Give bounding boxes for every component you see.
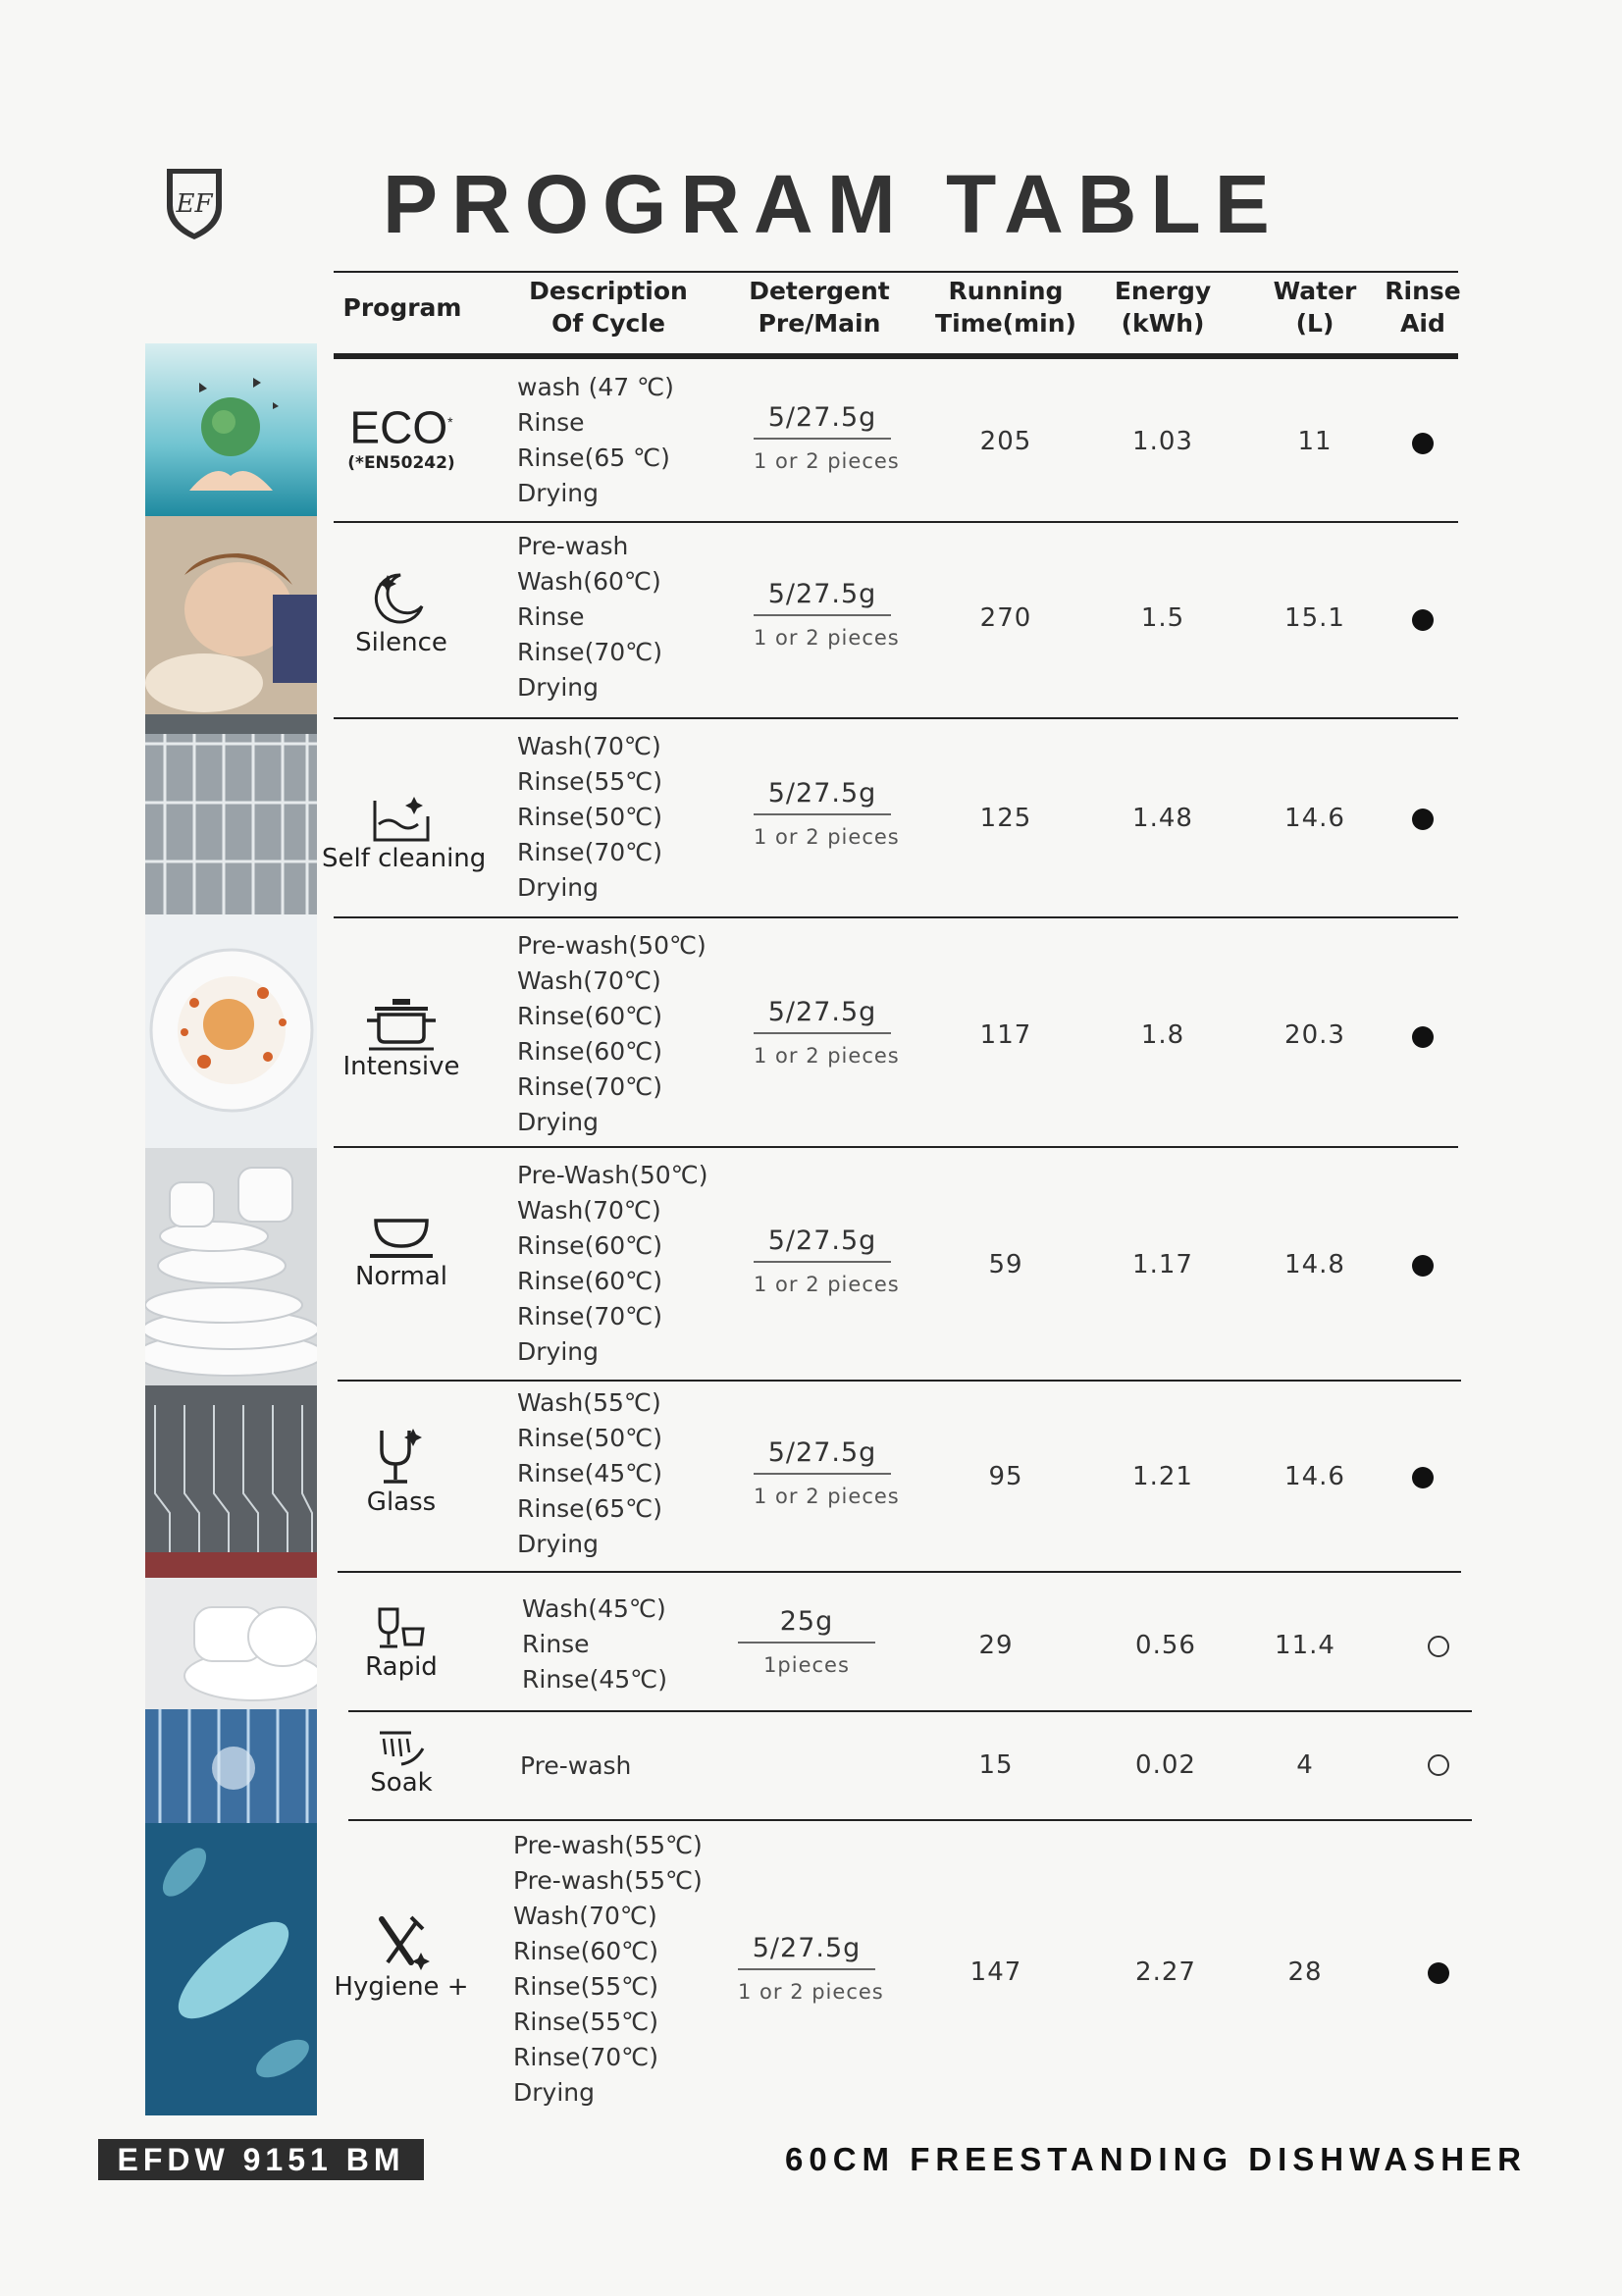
detergent-silence: 5/27.5g 1 or 2 pieces (754, 579, 900, 650)
row-separator (334, 916, 1458, 918)
time-soak: 15 (978, 1750, 1014, 1780)
detergent-normal: 5/27.5g 1 or 2 pieces (754, 1226, 900, 1296)
water-self-cleaning: 14.6 (1284, 804, 1345, 833)
rapid-photo (145, 1578, 317, 1709)
time-glass: 95 (988, 1462, 1023, 1491)
time-intensive: 117 (979, 1020, 1032, 1050)
energy-eco: 1.03 (1132, 427, 1193, 456)
row-separator (338, 1380, 1461, 1382)
eco-text-icon: ECO* (349, 401, 453, 453)
bowl-icon (366, 1213, 437, 1262)
program-normal (322, 1213, 481, 1291)
detergent-intensive: 5/27.5g 1 or 2 pieces (754, 997, 900, 1068)
program-hygiene (322, 1913, 481, 2002)
col-header-water: Water (L) (1273, 277, 1357, 338)
eco-photo (145, 343, 317, 516)
description-eco: wash (47 ℃) Rinse Rinse(65 ℃) Drying (517, 373, 674, 507)
water-intensive: 20.3 (1284, 1020, 1345, 1050)
detergent-rapid: 25g 1pieces (738, 1606, 875, 1677)
rinse-aid-rapid (1428, 1636, 1449, 1657)
hygiene-photo (145, 1823, 317, 2115)
table-header-rule (334, 353, 1458, 359)
description-normal: Pre-Wash(50℃) Wash(70℃) Rinse(60℃) Rinse(60℃) Rinse(70℃) Drying (517, 1161, 708, 1366)
program-name: Glass (366, 1487, 437, 1517)
product-description: 60CM FREESTANDING DISHWASHER (785, 2141, 1527, 2177)
rinse-aid-intensive (1412, 1026, 1434, 1048)
description-hygiene: Pre-wash(55℃) Pre-wash(55℃) Wash(70℃) Rinse(60℃) Rinse(55℃) Rinse(55℃) Rinse(70℃) Drying (513, 1831, 703, 2107)
rinse-aid-silence (1412, 609, 1434, 631)
time-silence: 270 (979, 603, 1032, 633)
water-silence: 15.1 (1284, 603, 1345, 633)
detergent-eco: 5/27.5g 1 or 2 pieces (754, 402, 900, 473)
water-glass: 14.6 (1284, 1462, 1345, 1491)
program-name: Rapid (365, 1652, 438, 1682)
energy-normal: 1.17 (1132, 1250, 1193, 1279)
program-glass (322, 1425, 481, 1517)
program-intensive (322, 997, 481, 1081)
program-eco (322, 397, 481, 473)
col-header-running-time: Running Time(min) (935, 277, 1076, 338)
col-header-description: Description Of Cycle (529, 277, 688, 338)
rinse-aid-hygiene (1428, 1962, 1449, 1984)
time-hygiene: 147 (969, 1957, 1022, 1987)
rinse-aid-normal (1412, 1255, 1434, 1277)
model-number-badge: EFDW 9151 BM (98, 2139, 424, 2180)
glass-cup-icon (374, 1605, 429, 1652)
program-name: Hygiene + (334, 1972, 469, 2002)
page-title: PROGRAM TABLE (383, 158, 1283, 250)
water-hygiene: 28 (1287, 1957, 1323, 1987)
program-silence (322, 567, 481, 657)
time-eco: 205 (979, 427, 1032, 456)
energy-self-cleaning: 1.48 (1132, 804, 1193, 833)
energy-rapid: 0.56 (1135, 1631, 1196, 1660)
col-header-rinse-aid: Rinse Aid (1385, 277, 1461, 338)
row-separator (334, 1146, 1458, 1148)
energy-intensive: 1.8 (1140, 1020, 1185, 1050)
rinse-aid-glass (1412, 1467, 1434, 1488)
detergent-self-cleaning: 5/27.5g 1 or 2 pieces (754, 778, 900, 849)
time-normal: 59 (988, 1250, 1023, 1279)
rinse-aid-eco (1412, 433, 1434, 454)
description-rapid: Wash(45℃) Rinse Rinse(45℃) (522, 1594, 667, 1694)
program-soak (322, 1727, 481, 1798)
self-cleaning-photo (145, 714, 317, 914)
hygiene-cutlery-icon (372, 1913, 431, 1972)
energy-silence: 1.5 (1140, 603, 1185, 633)
detergent-hygiene: 5/27.5g 1 or 2 pieces (738, 1933, 884, 2004)
row-separator (334, 717, 1458, 719)
glass-photo (145, 1385, 317, 1578)
col-header-detergent: Detergent Pre/Main (749, 277, 890, 338)
pot-icon (363, 997, 440, 1052)
program-name: Self cleaning (322, 844, 487, 873)
row-separator (348, 1819, 1472, 1821)
normal-photo (145, 1148, 317, 1385)
program-name: Intensive (342, 1052, 460, 1081)
rinse-aid-self-cleaning (1412, 809, 1434, 830)
time-rapid: 29 (978, 1631, 1014, 1660)
intensive-photo (145, 914, 317, 1148)
description-soak: Pre-wash (520, 1751, 632, 1780)
self-cleaning-icon (371, 793, 432, 844)
logo-text: EF (176, 189, 213, 219)
water-eco: 11 (1297, 427, 1333, 456)
description-self-cleaning: Wash(70℃) Rinse(55℃) Rinse(50℃) Rinse(70℃) Drying (517, 732, 662, 902)
water-rapid: 11.4 (1275, 1631, 1335, 1660)
silence-photo (145, 516, 317, 714)
description-intensive: Pre-wash(50℃) Wash(70℃) Rinse(60℃) Rinse(60℃) Rinse(70℃) Drying (517, 931, 706, 1136)
table-top-rule (334, 271, 1458, 273)
program-name: Soak (370, 1768, 433, 1798)
program-name: Normal (354, 1262, 448, 1291)
glass-icon (374, 1425, 429, 1487)
description-silence: Pre-wash Wash(60℃) Rinse Rinse(70℃) Drying (517, 532, 662, 702)
energy-hygiene: 2.27 (1135, 1957, 1196, 1987)
water-soak: 4 (1296, 1750, 1314, 1780)
program-rapid (322, 1605, 481, 1682)
row-separator (334, 521, 1458, 523)
water-normal: 14.8 (1284, 1250, 1345, 1279)
rinse-aid-soak (1428, 1754, 1449, 1776)
energy-glass: 1.21 (1132, 1462, 1193, 1491)
row-separator (338, 1571, 1461, 1573)
eco-standard-label: (*EN50242) (347, 453, 455, 474)
description-glass: Wash(55℃) Rinse(50℃) Rinse(45℃) Rinse(65℃) Drying (517, 1388, 662, 1558)
col-header-program: Program (342, 293, 462, 322)
energy-soak: 0.02 (1135, 1750, 1196, 1780)
moon-star-icon (371, 567, 432, 628)
brand-shield-logo (163, 163, 226, 241)
soak-photo (145, 1709, 317, 1823)
program-name: Silence (355, 628, 447, 657)
col-header-energy: Energy (kWh) (1114, 277, 1212, 338)
time-self-cleaning: 125 (979, 804, 1032, 833)
program-self-cleaning (322, 793, 487, 873)
row-separator (348, 1710, 1472, 1712)
spray-icon (372, 1727, 431, 1768)
detergent-glass: 5/27.5g 1 or 2 pieces (754, 1437, 900, 1508)
